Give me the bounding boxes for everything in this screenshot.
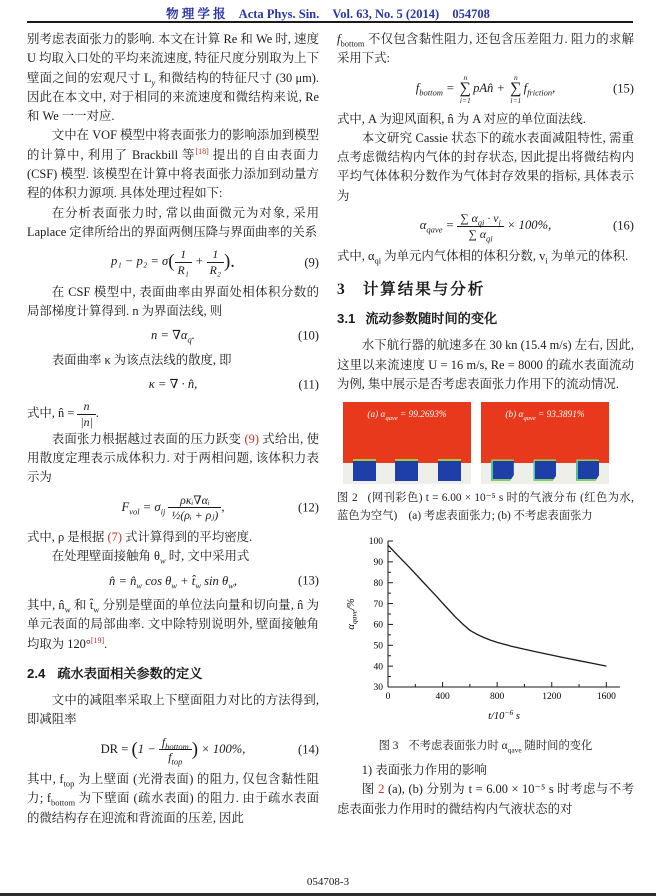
air-pocket-distorted	[491, 459, 514, 481]
journal-header	[0, 4, 656, 22]
right-column	[337, 30, 634, 819]
inline-definition: 式中, n̂ = $\frac{n}{|n|}$ .	[27, 399, 99, 429]
subsection-heading-2-4: 2.4 疏水表面相关参数的定义	[27, 665, 203, 681]
svg-text:30: 30	[373, 683, 383, 694]
summation: n ∑ i=1	[459, 72, 472, 106]
paragraph: 式中, A 为迎风面积, n̂ 为 A 对应的单位面法线.	[337, 111, 586, 126]
paragraph: 在分析表面张力时, 常以曲面微元为对象, 采用 Laplace 定律所给出的界面两侧压降与界面曲率的关系	[27, 205, 319, 239]
citation-18: [18]	[195, 146, 209, 156]
subsection-heading-3-1: 3.1 流动参数随时间的变化	[337, 311, 498, 327]
journal-title-zh: 物 理 学 报	[166, 7, 226, 21]
page-number: 054708-3	[306, 876, 350, 888]
svg-text:60: 60	[373, 620, 383, 631]
svg-text:70: 70	[373, 600, 383, 611]
panel-b-label: (b) $\alpha_{qave} = 93.3891\%$	[505, 410, 585, 423]
figure3	[337, 531, 634, 733]
equation-12: $F_{vol} = \sigma_{ij}$ $\frac{\text{ρκᵢ∇αᵢ}}{\text{½(ρᵢ + ρⱼ)}}$ , (12)	[121, 492, 319, 523]
paragraph: 在 CSF 模型中, 表面曲率由界面处相体积分数的局部梯度计算得到. n 为界面法线, 则	[27, 284, 319, 319]
equation-number: (11)	[298, 376, 319, 391]
article-number: 054708	[452, 7, 490, 21]
microstructure-strip-a	[343, 463, 471, 484]
figure3-caption: 图 3 不考虑表面张力时 $\alpha_{qave}$ 随时间的变化	[378, 739, 593, 754]
svg-text:αqave/%: $\alpha_{qave}/\%$	[345, 598, 358, 631]
paragraph: 式中, $\alpha_{qi}$ 为单元内气体相的体积分数, $v_i$ 为单元的体积.	[337, 248, 629, 266]
equation-13: n̂ = $n̂_w$ $\cos \theta_w$ + $t̂_w$ $\sin \theta_w$, (13)	[109, 573, 319, 591]
paragraph: 本文研究 Cassie 状态下的疏水表面减阻特性, 需重点考虑微结构内气体的封存状态, 因此提出将微结构内平均气体体积分数作为气体封存效果的指标, 具体表示为	[337, 130, 634, 203]
equation-10: $n = \nabla\alpha_q$. (10)	[151, 328, 319, 345]
paragraph: 其中, $f_{top}$ 为上壁面 (光滑表面) 的阻力, 仅包含黏性阻力; $f_{bottom}$ 为下壁面 (疏水表面) 的阻力. 由于疏水表面的微结构存在迎流和背流面的压差, 因此	[27, 772, 319, 825]
summation: n ∑ i=1	[510, 72, 522, 106]
paragraph: 式中, ρ 是根据 (7) 式计算得到的平均密度.	[27, 530, 253, 545]
equation-11: κ = ∇ · n̂, (11)	[27, 375, 319, 394]
paragraph: 文中在 VOF 模型中将表面张力的影响添加到模型的计算中, 利用了 Brackbill 等[18] 提出的自由表面力 (CSF) 模型. 该模型在计算中将表面张力添加到动量方程的体积力源项. 具体处理过程如下:	[27, 128, 319, 201]
air-pocket-distorted	[533, 459, 556, 481]
microstructure-strip-b	[481, 463, 609, 484]
equation-16: $\alpha_{qave}$ = $\frac{\sum \alpha_{qi} \cdot v_i}{\sum \alpha_{qi}}$ × 100%, (16)	[419, 211, 634, 244]
journal-volume: Vol. 63, No. 5 (2014)	[332, 7, 440, 21]
header-rule	[27, 21, 633, 23]
figure-ref-2: 2	[378, 782, 385, 797]
paragraph: $f_{bottom}$ 不仅包含黏性阻力, 还包含压差阻力. 阻力的求解采用下式:	[337, 32, 634, 66]
air-pocket-distorted	[576, 459, 599, 481]
svg-text:800: 800	[489, 692, 504, 703]
equation-ref-7: (7)	[107, 530, 122, 545]
air-pocket	[353, 459, 376, 481]
svg-text:80: 80	[373, 579, 383, 590]
paragraph: 别考虑表面张力的影响. 本文在计算 Re 和 We 时, 速度 U 均取入口处的平均来流速度, 特征尺度分别取为上下壁面之间的宏观尺寸 $L_y$ 和微结构的特征尺寸 (30 μm). 因此在本文中, 对于相同的来流速度和微结构来说, Re 和 We 一一对应.	[27, 32, 319, 124]
journal-title-en: Acta Phys. Sin.	[238, 7, 320, 21]
water-region-b	[481, 402, 609, 463]
equation-number: (10)	[298, 328, 319, 343]
paragraph: 表面张力根据越过表面的压力跃变 (9) 式给出, 使用散度定理表示成体积力. 对于两相问题, 该体积力表示为	[27, 431, 319, 485]
svg-text:100: 100	[368, 537, 383, 548]
panel-a-label: (a) $\alpha_{qave} = 99.2693\%$	[367, 410, 447, 423]
left-column	[27, 30, 319, 828]
svg-text:400: 400	[434, 692, 450, 703]
list-item: 1) 表面张力作用的影响	[361, 763, 487, 778]
equation-number: (12)	[298, 500, 319, 515]
svg-text:50: 50	[373, 641, 383, 652]
svg-text:1600: 1600	[596, 692, 616, 703]
equation-number: (9)	[304, 254, 319, 269]
paragraph: 表面曲率 κ 为该点法线的散度, 即	[51, 352, 232, 367]
figure2-panel-a	[343, 402, 471, 484]
paragraph: 其中, $n̂_w$ 和 $t̂_w$ 分别是壁面的单位法向量和切向量, n̂ 为单元表面的局部曲率. 文中除特别说明外, 壁面接触角均取为 120°[19].	[27, 597, 320, 651]
svg-text:t/10−6 s: $t/10^{-6}$ s	[487, 708, 520, 723]
svg-text:1200: 1200	[541, 692, 561, 703]
equation-15: $f_{bottom}$ = n ∑ i=1 pAn̂ + n ∑ i=1 $f_{friction}$, (15)	[415, 72, 634, 106]
paragraph: 在处理壁面接触角 $\theta_w$ 时, 文中采用式	[51, 549, 250, 566]
paragraph: 水下航行器的航速多在 30 kn (15.4 m/s) 左右, 因此, 这里以来流速度 U = 16 m/s, Re = 8000 的疏水表面流动为例, 集中展示是否考虑表面张力作用下的流动情况.	[337, 338, 634, 392]
citation-19: [19]	[90, 635, 105, 645]
svg-text:40: 40	[373, 662, 383, 673]
svg-text:90: 90	[373, 558, 383, 569]
svg-text:0: 0	[385, 692, 390, 703]
water-region-a	[343, 402, 471, 463]
equation-number: (13)	[298, 573, 319, 588]
figure2	[343, 402, 634, 484]
equation-9: p₁ − p₂ = σ( $\frac{1}{\text{R₁}}$ + $\frac{1}{\text{R₂}}$ ). (9)	[111, 247, 319, 277]
air-pocket	[395, 459, 418, 481]
equation-14: DR = (1 − $\frac{f_{bottom}}{f_{top}}$ ) × 100%, (14)	[100, 734, 319, 767]
air-pocket	[438, 459, 461, 481]
paragraph: 文中的减阻率采取上下壁面阻力对比的方法得到, 即减阻率	[27, 693, 319, 727]
equation-ref-9: (9)	[244, 431, 259, 446]
section-heading-3: 3 计算结果与分析	[337, 280, 486, 298]
equation-number: (15)	[613, 81, 634, 96]
equation-number: (14)	[298, 742, 319, 757]
figure2-panel-b	[481, 402, 609, 484]
paragraph: 图 2 (a), (b) 分别为 t = 6.00 × 10⁻⁵ s 时考虑与不考虑表面张力作用时的微结构内气液状态的对	[337, 782, 634, 816]
figure3-chart	[342, 531, 630, 727]
figure2-caption: 图 2 (网刊彩色) t = 6.00 × 10⁻⁵ s 时的气液分布 (红色为水, 蓝色为空气) (a) 考虑表面张力; (b) 不考虑表面张力	[337, 492, 634, 522]
equation-number: (16)	[613, 218, 634, 233]
